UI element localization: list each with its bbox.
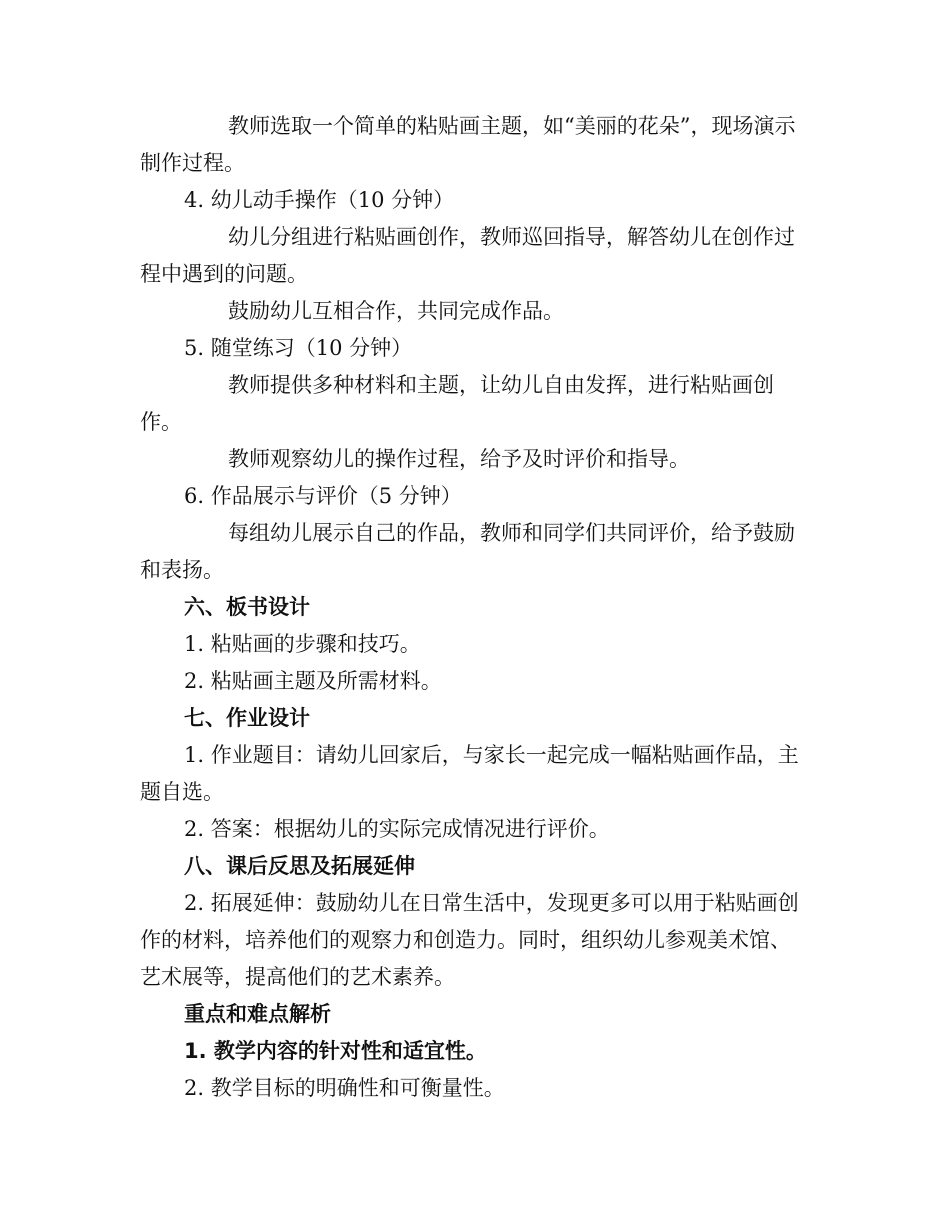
list-item: 2. 答案：根据幼儿的实际完成情况进行评价。 xyxy=(184,817,610,841)
section-heading: 八、课后反思及拓展延伸 xyxy=(184,854,415,878)
list-item-bold: 1. 教学内容的针对性和适宜性。 xyxy=(184,1039,487,1063)
paragraph: 教师选取一个简单的粘贴画主题，如“美丽的花朵”，现场演示制作过程。 xyxy=(140,114,796,175)
list-item: 5. 随堂练习（10 分钟） xyxy=(184,336,413,360)
paragraph: 幼儿分组进行粘贴画创作，教师巡回指导，解答幼儿在创作过程中遇到的问题。 xyxy=(140,225,795,286)
list-item: 1. 粘贴画的步骤和技巧。 xyxy=(184,632,421,656)
list-item: 1. 作业题目：请幼儿回家后，与家长一起完成一幅粘贴画作品，主题自选。 xyxy=(140,743,799,804)
list-item: 4. 幼儿动手操作（10 分钟） xyxy=(184,188,455,212)
section-heading: 六、板书设计 xyxy=(184,595,310,619)
section-heading: 重点和难点解析 xyxy=(184,1002,331,1026)
list-item: 2. 粘贴画主题及所需材料。 xyxy=(184,669,442,693)
paragraph: 鼓励幼儿互相合作，共同完成作品。 xyxy=(228,299,564,323)
section-heading: 七、作业设计 xyxy=(184,706,310,730)
paragraph: 每组幼儿展示自己的作品，教师和同学们共同评价，给予鼓励和表扬。 xyxy=(140,521,795,582)
document-body xyxy=(140,108,810,1107)
paragraph: 教师提供多种材料和主题，让幼儿自由发挥，进行粘贴画创作。 xyxy=(140,373,774,434)
list-item: 2. 教学目标的明确性和可衡量性。 xyxy=(184,1076,505,1100)
list-item: 2. 拓展延伸：鼓励幼儿在日常生活中，发现更多可以用于粘贴画创作的材料，培养他们的观察力和创造力。同时，组织幼儿参观美术馆、艺术展等，提高他们的艺术素养。 xyxy=(140,891,799,989)
list-item: 6. 作品展示与评价（5 分钟） xyxy=(184,484,462,508)
paragraph: 教师观察幼儿的操作过程，给予及时评价和指导。 xyxy=(228,447,690,471)
